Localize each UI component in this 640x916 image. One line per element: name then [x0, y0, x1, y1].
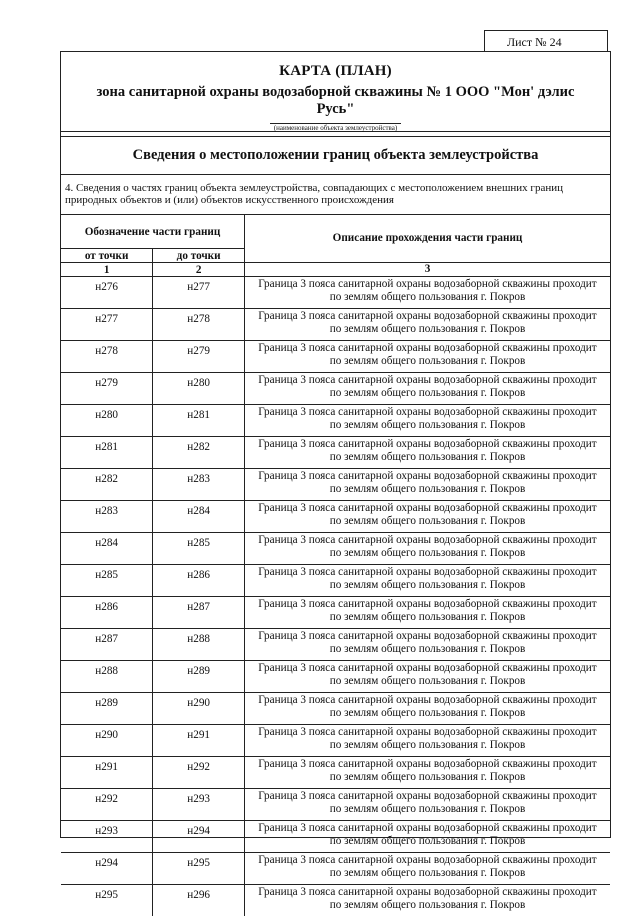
table-row [61, 341, 610, 373]
description-line-2: по землям общего пользования г. Покров [245, 419, 610, 432]
description-line-1: Граница 3 пояса санитарной охраны водозаборной скважины проходит [245, 374, 610, 387]
boundary-description [245, 277, 611, 309]
description-line-2: по землям общего пользования г. Покров [245, 515, 610, 528]
description-line-1: Граница 3 пояса санитарной охраны водозаборной скважины проходит [245, 438, 610, 451]
boundary-description [245, 789, 611, 821]
point-to: н290 [153, 693, 245, 725]
point-to: н293 [153, 789, 245, 821]
boundary-description [245, 725, 611, 757]
description-line-1: Граница 3 пояса санитарной охраны водозаборной скважины проходит [245, 566, 610, 579]
point-to: н296 [153, 885, 245, 916]
table-row [61, 309, 610, 341]
table-row [61, 853, 610, 885]
header-part: Обозначение части границ [61, 215, 245, 249]
point-from: н287 [61, 629, 153, 661]
boundary-description [245, 309, 611, 341]
table-row [61, 725, 610, 757]
description-line-2: по землям общего пользования г. Покров [245, 835, 610, 848]
description-line-2: по землям общего пользования г. Покров [245, 867, 610, 880]
table-row [61, 405, 610, 437]
table-row [61, 565, 610, 597]
description-line-2: по землям общего пользования г. Покров [245, 323, 610, 336]
point-to: н278 [153, 309, 245, 341]
point-from: н284 [61, 533, 153, 565]
boundary-description [245, 501, 611, 533]
point-to: н294 [153, 821, 245, 853]
point-to: н289 [153, 661, 245, 693]
boundary-description [245, 821, 611, 853]
table-body [61, 277, 610, 916]
boundary-table [61, 214, 610, 916]
col-number-1: 1 [61, 263, 153, 277]
point-from: н290 [61, 725, 153, 757]
point-from: н292 [61, 789, 153, 821]
boundary-description [245, 373, 611, 405]
description-line-1: Граница 3 пояса санитарной охраны водозаборной скважины проходит [245, 886, 610, 899]
header-from: от точки [61, 249, 153, 263]
description-line-2: по землям общего пользования г. Покров [245, 611, 610, 624]
point-to: н292 [153, 757, 245, 789]
section-title: Сведения о местоположении границ объекта землеустройства [61, 136, 610, 175]
point-to: н291 [153, 725, 245, 757]
table-row [61, 469, 610, 501]
point-from: н286 [61, 597, 153, 629]
description-line-1: Граница 3 пояса санитарной охраны водозаборной скважины проходит [245, 630, 610, 643]
boundary-description [245, 629, 611, 661]
point-to: н288 [153, 629, 245, 661]
table-row [61, 597, 610, 629]
description-line-2: по землям общего пользования г. Покров [245, 547, 610, 560]
table-row [61, 693, 610, 725]
point-from: н294 [61, 853, 153, 885]
object-caption-text: (наименование объекта землеустройства) [270, 123, 401, 132]
description-line-1: Граница 3 пояса санитарной охраны водозаборной скважины проходит [245, 534, 610, 547]
document-title: КАРТА (ПЛАН) [61, 52, 610, 80]
col-number-3: 3 [245, 263, 611, 277]
boundary-description [245, 469, 611, 501]
description-line-1: Граница 3 пояса санитарной охраны водозаборной скважины проходит [245, 278, 610, 291]
table-row [61, 437, 610, 469]
description-line-1: Граница 3 пояса санитарной охраны водозаборной скважины проходит [245, 790, 610, 803]
description-line-2: по землям общего пользования г. Покров [245, 355, 610, 368]
document-frame [60, 51, 611, 838]
boundary-description [245, 405, 611, 437]
point-from: н282 [61, 469, 153, 501]
table-row [61, 501, 610, 533]
point-to: н282 [153, 437, 245, 469]
boundary-description [245, 885, 611, 916]
point-from: н289 [61, 693, 153, 725]
header-to: до точки [153, 249, 245, 263]
document-subtitle: зона санитарной охраны водозаборной скважины № 1 ООО "Мон' дэлис Русь" [61, 84, 610, 118]
description-line-2: по землям общего пользования г. Покров [245, 291, 610, 304]
description-line-1: Граница 3 пояса санитарной охраны водозаборной скважины проходит [245, 726, 610, 739]
description-line-2: по землям общего пользования г. Покров [245, 579, 610, 592]
point-from: н277 [61, 309, 153, 341]
boundary-description [245, 437, 611, 469]
section-paragraph: 4. Сведения о частях границ объекта землеустройства, совпадающих с местоположением внешних границ природных объектов и (или) объектов искусственного происхождения [61, 175, 610, 214]
point-from: н280 [61, 405, 153, 437]
point-from: н291 [61, 757, 153, 789]
col-number-2: 2 [153, 263, 245, 277]
description-line-2: по землям общего пользования г. Покров [245, 707, 610, 720]
boundary-description [245, 533, 611, 565]
description-line-1: Граница 3 пояса санитарной охраны водозаборной скважины проходит [245, 822, 610, 835]
boundary-description [245, 853, 611, 885]
point-from: н276 [61, 277, 153, 309]
table-row [61, 277, 610, 309]
description-line-1: Граница 3 пояса санитарной охраны водозаборной скважины проходит [245, 310, 610, 323]
table-row [61, 533, 610, 565]
boundary-description [245, 693, 611, 725]
description-line-2: по землям общего пользования г. Покров [245, 739, 610, 752]
description-line-1: Граница 3 пояса санитарной охраны водозаборной скважины проходит [245, 470, 610, 483]
point-from: н278 [61, 341, 153, 373]
description-line-1: Граница 3 пояса санитарной охраны водозаборной скважины проходит [245, 342, 610, 355]
sheet-number: Лист № 24 [484, 30, 608, 52]
point-to: н286 [153, 565, 245, 597]
description-line-2: по землям общего пользования г. Покров [245, 483, 610, 496]
boundary-description [245, 661, 611, 693]
point-from: н279 [61, 373, 153, 405]
table-row [61, 789, 610, 821]
point-from: н293 [61, 821, 153, 853]
description-line-2: по землям общего пользования г. Покров [245, 643, 610, 656]
table-row [61, 661, 610, 693]
boundary-description [245, 597, 611, 629]
point-from: н285 [61, 565, 153, 597]
table-row [61, 757, 610, 789]
point-to: н283 [153, 469, 245, 501]
point-to: н287 [153, 597, 245, 629]
point-to: н277 [153, 277, 245, 309]
object-caption [61, 124, 610, 132]
description-line-2: по землям общего пользования г. Покров [245, 387, 610, 400]
description-line-2: по землям общего пользования г. Покров [245, 899, 610, 912]
document-header [61, 52, 610, 132]
point-to: н295 [153, 853, 245, 885]
point-from: н288 [61, 661, 153, 693]
point-to: н281 [153, 405, 245, 437]
boundary-description [245, 341, 611, 373]
point-from: н295 [61, 885, 153, 916]
table-row [61, 821, 610, 853]
description-line-1: Граница 3 пояса санитарной охраны водозаборной скважины проходит [245, 694, 610, 707]
description-line-1: Граница 3 пояса санитарной охраны водозаборной скважины проходит [245, 758, 610, 771]
point-to: н279 [153, 341, 245, 373]
table-row [61, 373, 610, 405]
boundary-description [245, 565, 611, 597]
table-row [61, 885, 610, 916]
description-line-1: Граница 3 пояса санитарной охраны водозаборной скважины проходит [245, 502, 610, 515]
point-from: н283 [61, 501, 153, 533]
point-to: н284 [153, 501, 245, 533]
description-line-2: по землям общего пользования г. Покров [245, 451, 610, 464]
point-from: н281 [61, 437, 153, 469]
description-line-2: по землям общего пользования г. Покров [245, 803, 610, 816]
description-line-1: Граница 3 пояса санитарной охраны водозаборной скважины проходит [245, 854, 610, 867]
description-line-1: Граница 3 пояса санитарной охраны водозаборной скважины проходит [245, 598, 610, 611]
point-to: н280 [153, 373, 245, 405]
point-to: н285 [153, 533, 245, 565]
description-line-1: Граница 3 пояса санитарной охраны водозаборной скважины проходит [245, 662, 610, 675]
description-line-2: по землям общего пользования г. Покров [245, 771, 610, 784]
boundary-description [245, 757, 611, 789]
description-line-2: по землям общего пользования г. Покров [245, 675, 610, 688]
table-row [61, 629, 610, 661]
description-line-1: Граница 3 пояса санитарной охраны водозаборной скважины проходит [245, 406, 610, 419]
header-description: Описание прохождения части границ [245, 215, 611, 263]
